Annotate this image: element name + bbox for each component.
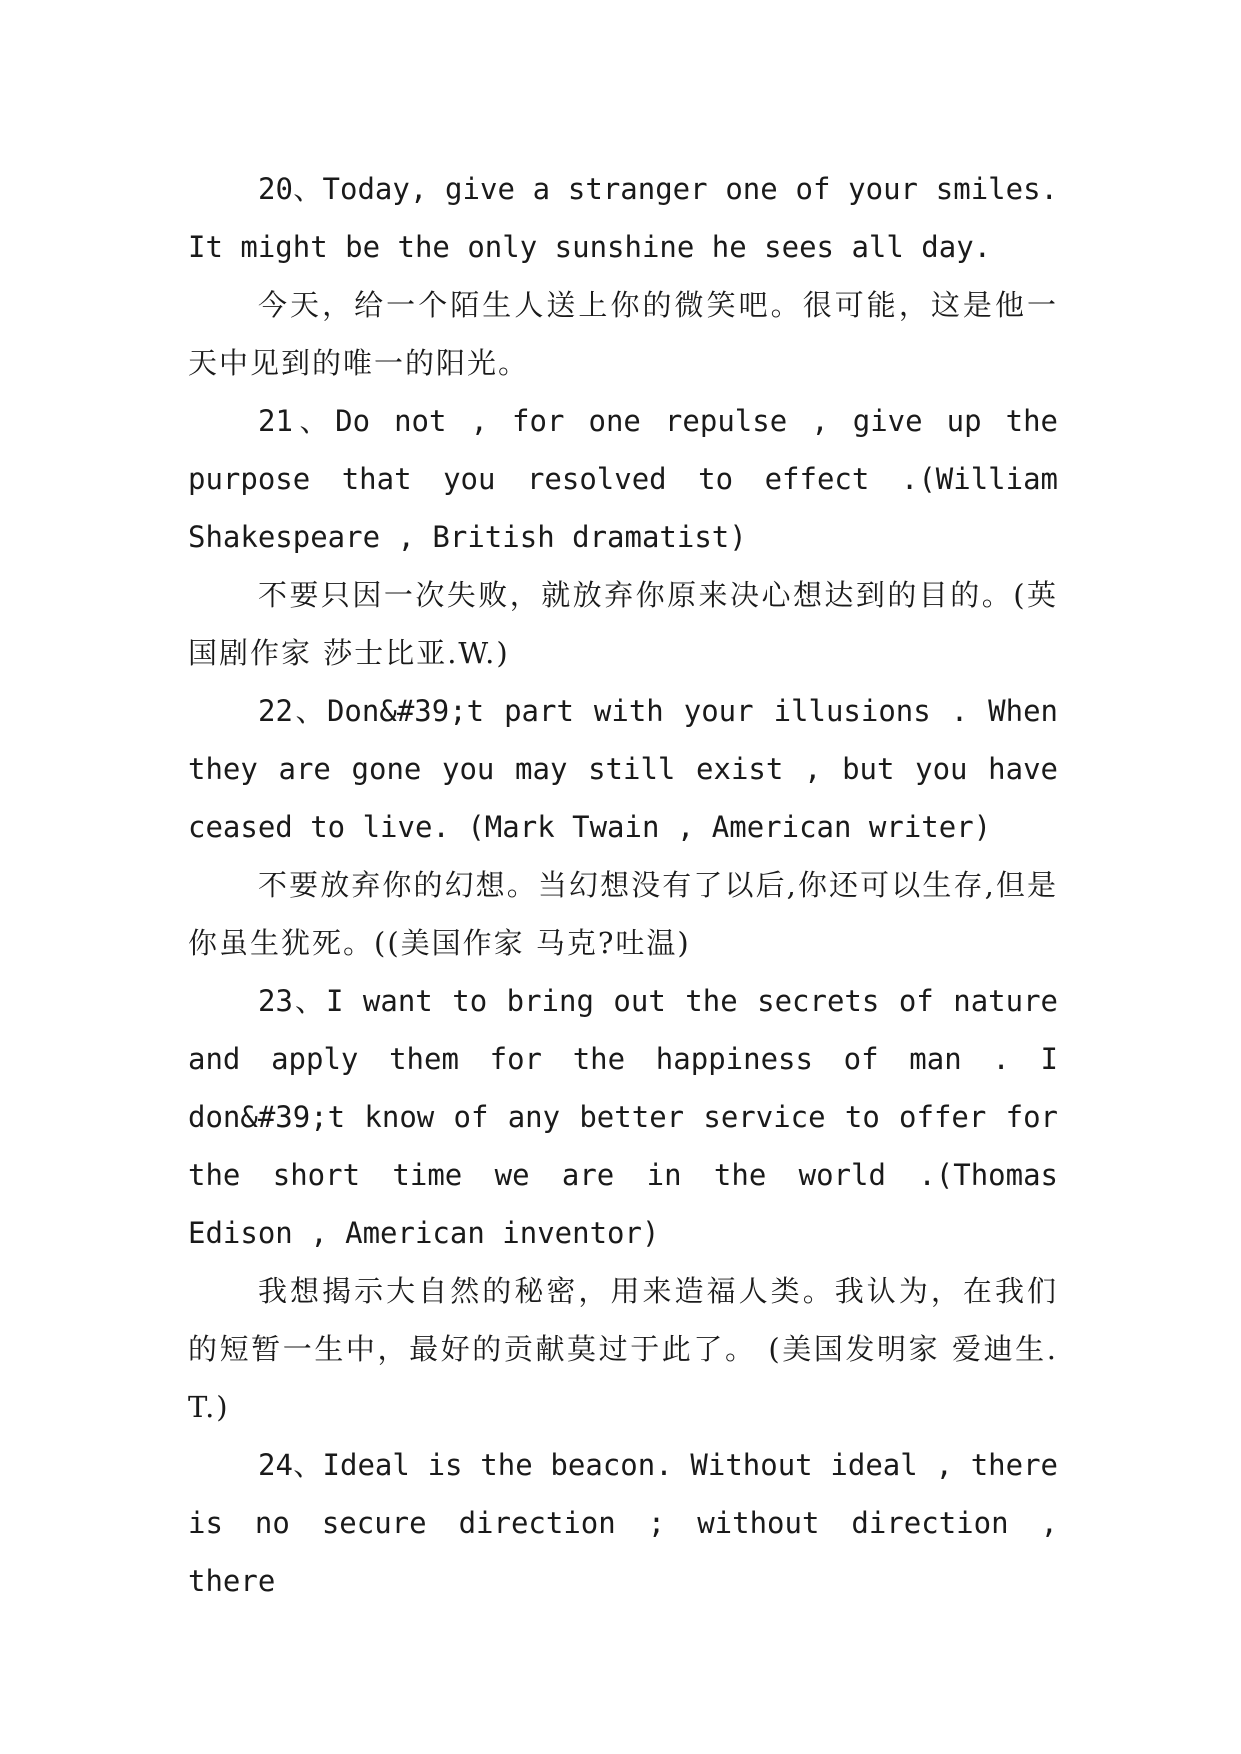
quote-22-english: 22、Don&#39;t part with your illusions . When they are gone you may still exist , but you have ceased to live. (Mark Twain , American writer) <box>188 694 1058 844</box>
quote-23-english: 23、I want to bring out the secrets of nature and apply them for the happiness of man . I don&#39;t know of any better service to offer for the short time we are in the world .(Thomas Edison , American inventor) <box>188 984 1058 1250</box>
quote-21-english: 21、Do not , for one repulse , give up the purpose that you resolved to effect .(William Shakespeare , British dramatist) <box>188 404 1058 554</box>
quote-24-english: 24、Ideal is the beacon. Without ideal , there is no secure direction ; without direction , there <box>188 1448 1058 1598</box>
quote-22-chinese: 不要放弃你的幻想。当幻想没有了以后,你还可以生存,但是你虽生犹死。((美国作家 马克?吐温) <box>188 868 1058 960</box>
quote-20-chinese: 今天，给一个陌生人送上你的微笑吧。很可能，这是他一天中见到的唯一的阳光。 <box>188 288 1058 380</box>
document-body <box>188 160 1058 1610</box>
quote-23-chinese: 我想揭示大自然的秘密，用来造福人类。我认为，在我们的短暂一生中，最好的贡献莫过于此了。 (美国发明家 爱迪生. T.) <box>188 1274 1058 1424</box>
quote-20-english: 20、Today, give a stranger one of your smiles. It might be the only sunshine he sees all day. <box>188 172 1058 264</box>
quote-21-chinese: 不要只因一次失败，就放弃你原来决心想达到的目的。(英国剧作家 莎士比亚.W.) <box>188 578 1058 670</box>
